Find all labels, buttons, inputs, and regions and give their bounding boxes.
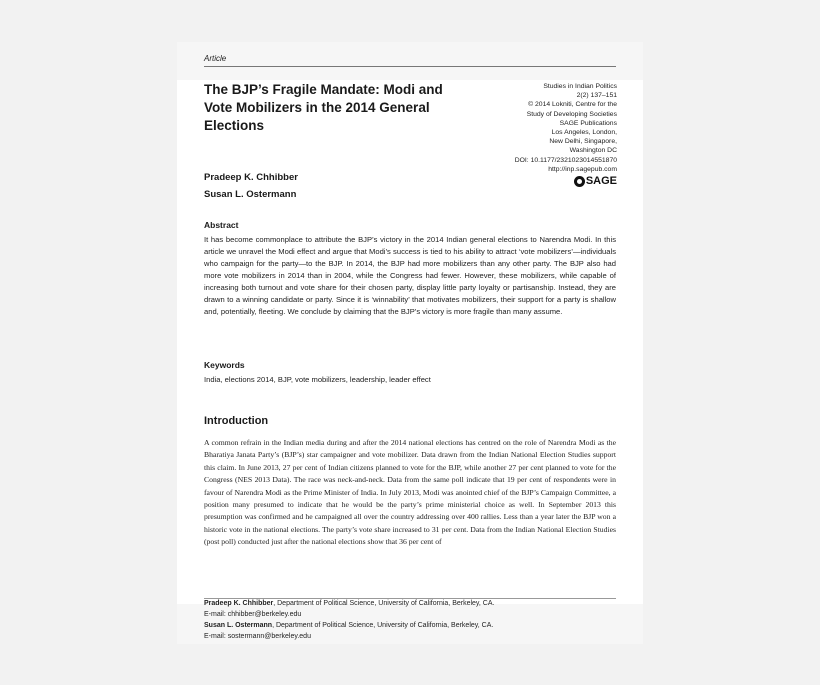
keywords-text: India, elections 2014, BJP, vote mobilizers, leadership, leader effect bbox=[204, 375, 431, 384]
pub-line: 2(2) 137–151 bbox=[576, 92, 617, 100]
sage-wordmark: SAGE bbox=[585, 175, 617, 187]
introduction-heading: Introduction bbox=[204, 415, 269, 427]
keywords-heading: Keywords bbox=[204, 360, 245, 370]
footnote-author-1 bbox=[204, 600, 494, 607]
footnote-email-2: E-mail: sostermann@berkeley.edu bbox=[204, 633, 311, 640]
footnote-affiliation: , Department of Political Science, University of California, Berkeley, CA. bbox=[273, 600, 495, 607]
header-rule bbox=[204, 66, 616, 67]
article-label: Article bbox=[204, 54, 227, 63]
abstract-heading: Abstract bbox=[204, 220, 239, 230]
sage-logo bbox=[574, 175, 617, 187]
footnote-author-2 bbox=[204, 622, 493, 629]
abstract-text: It has become commonplace to attribute the BJP’s victory in the 2014 Indian general elections to Narendra Modi. In this article we unravel the Modi effect and argue that Modi’s success is tied to his ability to attract ‘vote mobilizers’—individuals who campaign for the party—to the BJP. In 2014, the BJP had more mobilizers than any other party. The BJP also had more vote mobilizers in 2014 than in 2004, while the Congress had fewer. However, these mobilizers, while capable of increasing both turnout and vote share for their chosen party, display little party loyalty or partisanship. Instead, they are drawn to a winning candidate or party. Since it is ‘winnability’ that motivates mobilizers, their support for a party is shallow and, potentially, fleeting. We conclude by claiming that the BJP’s victory is more fragile than many assume. bbox=[204, 235, 616, 316]
footnote-rule bbox=[204, 598, 616, 599]
pub-line: Study of Developing Societies bbox=[526, 110, 617, 118]
publication-info bbox=[467, 82, 617, 174]
pub-line: Los Angeles, London, bbox=[551, 129, 617, 137]
pub-line: © 2014 Lokniti, Centre for the bbox=[528, 101, 617, 109]
header-band bbox=[177, 42, 643, 80]
footnote-affiliation: , Department of Political Science, University of California, Berkeley, CA. bbox=[272, 622, 494, 629]
sage-icon bbox=[574, 176, 585, 187]
author-name: Pradeep K. Chhibber bbox=[204, 172, 298, 183]
pub-line: New Delhi, Singapore, bbox=[549, 138, 617, 146]
footnote-email-1: E-mail: chhibber@berkeley.edu bbox=[204, 611, 302, 618]
paper-title: The BJP’s Fragile Mandate: Modi and Vote Mobilizers in the 2014 General Elections bbox=[204, 82, 443, 133]
author-list bbox=[204, 169, 298, 203]
pub-line: Washington DC bbox=[569, 147, 617, 155]
footnote-name: Pradeep K. Chhibber bbox=[204, 600, 274, 607]
pub-doi: DOI: 10.1177/2321023014551870 bbox=[514, 156, 617, 164]
author-name: Susan L. Ostermann bbox=[204, 189, 297, 200]
introduction-text: A common refrain in the Indian media during and after the 2014 national elections has centred on the role of Narendra Modi as the Bharatiya Janata Party’s (BJP’s) star campaigner and vote mobilizer. Data drawn from the Indian National Election Studies support this claim. In June 2013, 27 per cent of Indian citizens planned to vote for the BJP, while another 27 per cent planned to vote for the Congress (NES 2013 Data). The race was neck-and-neck. Data from the same poll indicate that 19 per cent of respondents were in favour of Narendra Modi as the Prime Minister of India. In July 2013, Modi was anointed chief of the BJP’s Campaign Committee, a position many presumed to indicate that he would be the party’s prime ministerial choice as well. In September 2013 this presumption was confirmed and he campaigned all over the country addressing over 400 rallies. Less than a year later the BJP won a historic vote in the national elections. The party’s vote share increased to 31 per cent. Data from the Indian National Election Studies (post poll) conducted just after the national elections show that 36 per cent of bbox=[204, 438, 616, 547]
pub-line: SAGE Publications bbox=[559, 119, 617, 127]
pub-url: http://inp.sagepub.com bbox=[548, 165, 617, 173]
pub-line: Studies in Indian Politics bbox=[543, 83, 617, 90]
footnote-name: Susan L. Ostermann bbox=[204, 622, 273, 629]
